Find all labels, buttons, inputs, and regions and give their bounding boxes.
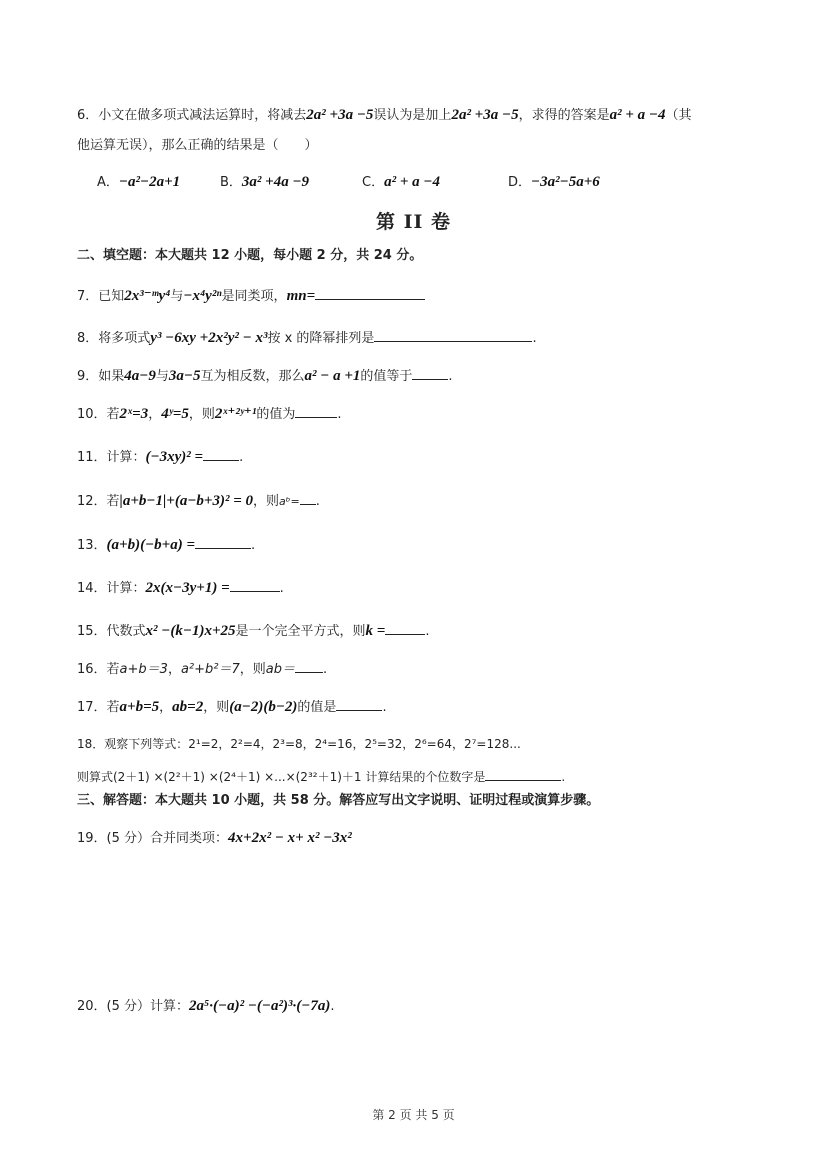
q11-answer-blank[interactable] bbox=[203, 446, 239, 461]
q18-answer-blank[interactable] bbox=[485, 766, 561, 781]
part-title: 第 II 卷 bbox=[375, 211, 451, 233]
q19: 19．(5 分）合并同类项：4x+2x² − x+ x² −3x² bbox=[77, 830, 352, 846]
q14: 14．计算：2x(x−3y+1) = . bbox=[77, 577, 284, 599]
q18-line2: 则算式(2＋1) ×(2²＋1) ×(2⁴＋1) ×...×(2³²＋1)＋1 计算结果的个位数字是 . bbox=[77, 766, 565, 787]
q18-line1: 18．观察下列等式：2¹=2，2²=4，2³=8，2⁴=16，2⁵=32，2⁶=64，2⁷=128... bbox=[77, 737, 521, 751]
q13-answer-blank[interactable] bbox=[195, 534, 251, 549]
q12-answer-blank[interactable] bbox=[300, 490, 316, 505]
q20-answer-area[interactable] bbox=[77, 1024, 757, 1094]
q15-answer-blank[interactable] bbox=[385, 620, 425, 635]
q13: 13．(a+b)(−b+a) = . bbox=[77, 534, 255, 556]
q19-answer-area[interactable] bbox=[77, 855, 757, 985]
q7: 7．已知2x³⁻ᵐy⁴与−x⁴y²ⁿ是同类项，mn= bbox=[77, 285, 425, 307]
q10-answer-blank[interactable] bbox=[295, 403, 337, 418]
q7-answer-blank[interactable] bbox=[315, 285, 425, 300]
q6-option-d[interactable]: D．−3a²−5a+6 bbox=[508, 174, 600, 190]
q9-answer-blank[interactable] bbox=[412, 365, 448, 380]
q20: 20．(5 分）计算：2a⁵·(−a)² −(−a²)³·(−7a). bbox=[77, 998, 335, 1014]
section-solve-heading: 三、解答题：本大题共 10 小题，共 58 分。解答应写出文字说明、证明过程或演算步骤。 bbox=[77, 793, 600, 808]
q6-expr-add: 2a² +3a −5 bbox=[451, 107, 519, 123]
q16-answer-blank[interactable] bbox=[295, 658, 323, 673]
q6-option-a[interactable]: A．−a²−2a+1 bbox=[97, 174, 181, 190]
q14-answer-blank[interactable] bbox=[230, 577, 280, 592]
q6-line1: 6．小文在做多项式减法运算时，将减去2a² +3a −5误认为是加上2a² +3a −5，求得的答案是a² + a −4（其 bbox=[77, 107, 692, 123]
q8: 8．将多项式y³ −6xy +2x²y² − x³按 x 的降幂排列是 . bbox=[77, 327, 537, 349]
q11: 11．计算：(−3xy)² = . bbox=[77, 446, 243, 468]
q9: 9．如果4a−9与3a−5互为相反数，那么a² − a +1的值等于 . bbox=[77, 365, 453, 387]
q12: 12．若|a+b−1|+(a−b+3)² = 0，则aᵇ= . bbox=[77, 490, 320, 512]
q17-answer-blank[interactable] bbox=[336, 696, 382, 711]
q6-line2: 他运算无误），那么正确的结果是（ ） bbox=[77, 138, 318, 153]
q15: 15．代数式x² −(k−1)x+25是一个完全平方式，则k = . bbox=[77, 620, 429, 642]
q6-expr-answer: a² + a −4 bbox=[609, 107, 666, 123]
q10: 10．若2ˣ=3，4ʸ=5，则2ˣ⁺²ʸ⁺¹的值为 . bbox=[77, 403, 342, 425]
q17: 17．若a+b=5，ab=2，则(a−2)(b−2)的值是 . bbox=[77, 696, 387, 718]
section-fill-in-heading: 二、填空题：本大题共 12 小题，每小题 2 分，共 24 分。 bbox=[77, 248, 423, 263]
q6-expr-subtract: 2a² +3a −5 bbox=[306, 107, 374, 123]
q6-option-b[interactable]: B．3a² +4a −9 bbox=[220, 174, 310, 190]
page-number: 第 2 页 共 5 页 bbox=[372, 1108, 455, 1122]
q6-option-c[interactable]: C．a² + a −4 bbox=[362, 174, 440, 190]
q8-answer-blank[interactable] bbox=[374, 327, 532, 342]
q6-text: 6．小文在做多项式减法运算时，将减去 bbox=[77, 108, 307, 123]
q16: 16．若a+b＝3，a²+b²＝7，则ab＝ . bbox=[77, 658, 327, 680]
